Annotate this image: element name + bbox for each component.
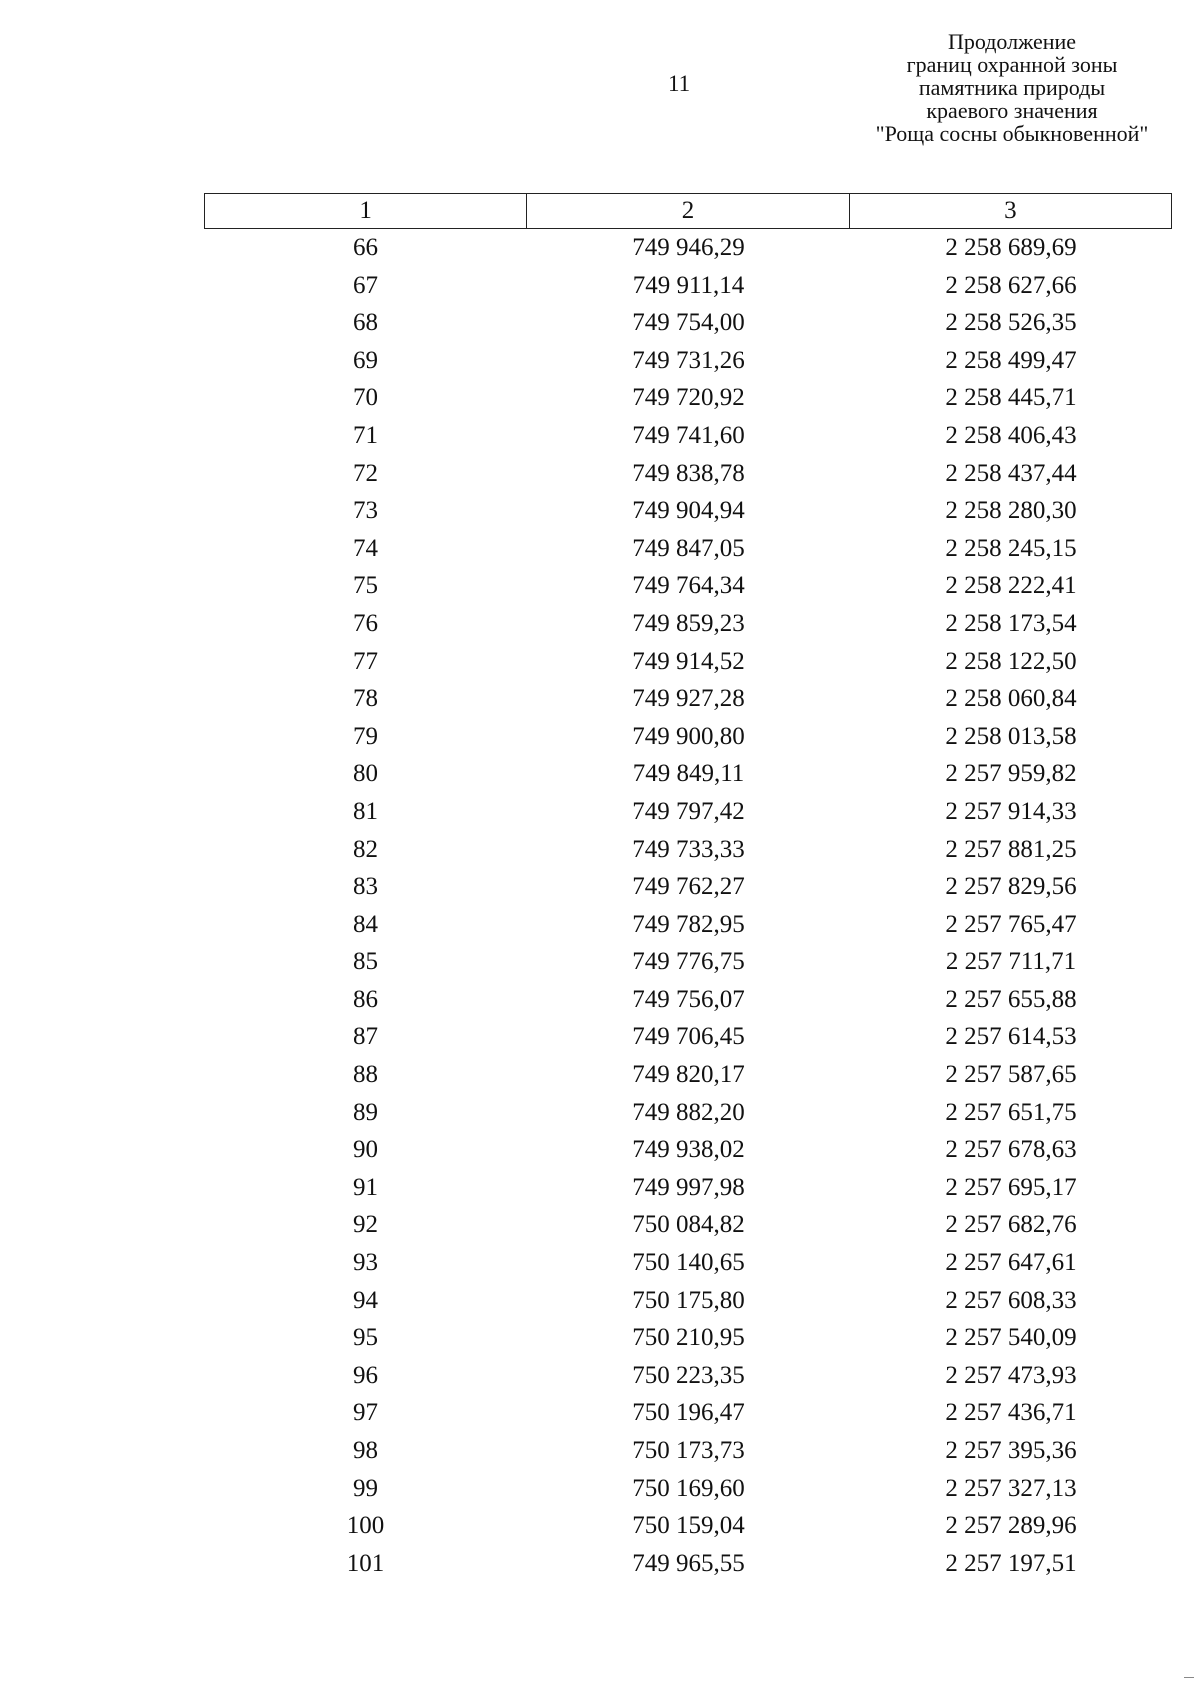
coordinate-y-cell: 2 257 540,09 (945, 1324, 1077, 1352)
point-number-cell: 80 (353, 760, 378, 788)
coordinate-y-cell: 2 257 614,53 (945, 1023, 1077, 1051)
table-row (204, 342, 1172, 380)
coordinate-y-cell: 2 257 829,56 (945, 873, 1077, 901)
table-row (204, 1432, 1172, 1470)
table-body (204, 229, 1172, 1582)
coordinate-y-cell: 2 257 395,36 (945, 1437, 1077, 1464)
coordinate-y-cell: 2 258 406,43 (945, 421, 1077, 449)
coordinate-x-cell: 750 210,95 (632, 1324, 745, 1352)
point-number-cell: 82 (353, 835, 378, 863)
table-row (204, 605, 1172, 643)
coordinate-x-cell: 750 140,65 (632, 1249, 745, 1277)
coordinate-y-cell: 2 257 647,61 (945, 1249, 1077, 1277)
coordinate-y-cell: 2 258 173,54 (945, 609, 1077, 637)
table-row (204, 868, 1172, 906)
table-row (204, 530, 1172, 568)
table-row (204, 755, 1172, 793)
point-number-cell: 90 (353, 1136, 378, 1164)
coordinate-x-cell: 749 776,75 (632, 948, 745, 976)
heading-line: границ охранной зоны (906, 52, 1118, 77)
page-number: 11 (668, 71, 691, 96)
coordinate-x-cell: 750 159,04 (632, 1512, 745, 1540)
table-row (204, 643, 1172, 681)
table-row (204, 680, 1172, 718)
table-row (204, 492, 1172, 530)
table-row (204, 455, 1172, 493)
point-number-cell: 77 (353, 647, 378, 675)
table-row (204, 1470, 1172, 1508)
coordinate-x-cell: 749 733,33 (632, 835, 745, 863)
coordinates-table (204, 193, 1172, 1582)
coordinate-x-cell: 750 173,73 (632, 1437, 745, 1464)
coordinate-x-cell: 749 838,78 (632, 459, 745, 487)
coordinate-y-cell: 2 257 197,51 (945, 1549, 1077, 1577)
coordinate-y-cell: 2 257 655,88 (945, 985, 1077, 1013)
coordinate-y-cell: 2 258 437,44 (945, 459, 1077, 487)
table-row (204, 229, 1172, 267)
coordinate-x-cell: 749 859,23 (632, 609, 745, 637)
coordinate-y-cell: 2 258 013,58 (945, 722, 1077, 750)
point-number-cell: 66 (353, 234, 378, 261)
coordinate-x-cell: 750 175,80 (632, 1286, 745, 1314)
table-row (204, 1507, 1172, 1545)
coordinate-x-cell: 749 754,00 (632, 309, 745, 337)
table-header-row (204, 193, 1172, 229)
coordinate-x-cell: 749 946,29 (632, 234, 745, 261)
table-row (204, 1545, 1172, 1583)
table-row (204, 1244, 1172, 1282)
coordinate-y-cell: 2 257 711,71 (945, 948, 1077, 976)
coordinate-y-cell: 2 258 060,84 (945, 685, 1077, 713)
coordinate-x-cell: 750 169,60 (632, 1474, 745, 1502)
coordinate-x-cell: 749 741,60 (632, 421, 745, 449)
table-row (204, 267, 1172, 305)
coordinate-x-cell: 749 756,07 (632, 985, 745, 1013)
point-number-cell: 67 (353, 271, 378, 299)
point-number-cell: 70 (353, 384, 378, 412)
point-number-cell: 84 (353, 910, 378, 938)
column-header-2: 2 (526, 194, 848, 228)
coordinate-y-cell: 2 258 627,66 (945, 271, 1077, 299)
coordinate-x-cell: 749 938,02 (632, 1136, 745, 1164)
table-row (204, 1357, 1172, 1395)
coordinate-x-cell: 750 196,47 (632, 1399, 745, 1427)
coordinate-x-cell: 749 965,55 (632, 1549, 745, 1577)
heading-line: Продолжение (947, 29, 1077, 54)
coordinate-y-cell: 2 257 881,25 (945, 835, 1077, 863)
coordinate-y-cell: 2 257 289,96 (945, 1512, 1077, 1540)
coordinate-y-cell: 2 258 499,47 (945, 346, 1077, 374)
coordinate-y-cell: 2 258 689,69 (945, 234, 1077, 261)
point-number-cell: 71 (353, 421, 378, 449)
point-number-cell: 75 (353, 572, 378, 600)
point-number-cell: 69 (353, 346, 378, 374)
point-number-cell: 79 (353, 722, 378, 750)
coordinate-x-cell: 749 782,95 (632, 910, 745, 938)
coordinate-x-cell: 749 914,52 (632, 647, 745, 675)
point-number-cell: 89 (353, 1098, 378, 1126)
coordinate-x-cell: 749 706,45 (632, 1023, 745, 1051)
coordinate-x-cell: 749 820,17 (632, 1061, 745, 1089)
point-number-cell: 96 (353, 1361, 378, 1389)
point-number-cell: 98 (353, 1437, 378, 1464)
coordinate-x-cell: 749 731,26 (632, 346, 745, 374)
table-row (204, 379, 1172, 417)
point-number-cell: 85 (353, 948, 378, 976)
column-header-1: 1 (359, 197, 372, 224)
coordinate-x-cell: 749 720,92 (632, 384, 745, 412)
coordinate-x-cell: 749 847,05 (632, 534, 745, 562)
coordinate-x-cell: 749 904,94 (632, 497, 745, 525)
table-row (204, 1206, 1172, 1244)
table-row (204, 1169, 1172, 1207)
coordinate-y-cell: 2 257 682,76 (945, 1211, 1077, 1239)
point-number-cell: 99 (353, 1474, 378, 1502)
coordinate-y-cell: 2 257 651,75 (945, 1098, 1077, 1126)
page-edge-mark (1184, 1677, 1194, 1678)
table-row (204, 1131, 1172, 1169)
coordinate-x-cell: 750 084,82 (632, 1211, 745, 1239)
point-number-cell: 68 (353, 309, 378, 337)
point-number-cell: 73 (353, 497, 378, 525)
coordinate-x-cell: 749 764,34 (632, 572, 745, 600)
coordinate-y-cell: 2 258 445,71 (945, 384, 1077, 412)
heading-line: краевого значения (926, 98, 1098, 123)
coordinate-x-cell: 750 223,35 (632, 1361, 745, 1389)
point-number-cell: 100 (346, 1512, 385, 1540)
point-number-cell: 93 (353, 1249, 378, 1277)
table-row (204, 981, 1172, 1019)
table-row (204, 1018, 1172, 1056)
table-row (204, 793, 1172, 831)
coordinate-y-cell: 2 257 473,93 (945, 1361, 1077, 1389)
point-number-cell: 92 (353, 1211, 378, 1239)
coordinate-x-cell: 749 882,20 (632, 1098, 745, 1126)
coordinate-x-cell: 749 849,11 (632, 760, 745, 788)
table-row (204, 567, 1172, 605)
point-number-cell: 83 (353, 873, 378, 901)
table-row (204, 1319, 1172, 1357)
table-row (204, 417, 1172, 455)
coordinate-x-cell: 749 797,42 (632, 797, 745, 825)
coordinate-y-cell: 2 258 122,50 (945, 647, 1077, 675)
point-number-cell: 81 (353, 797, 378, 825)
point-number-cell: 97 (353, 1399, 378, 1427)
table-row (204, 906, 1172, 944)
point-number-cell: 88 (353, 1061, 378, 1089)
document-heading (822, 30, 1200, 145)
coordinate-x-cell: 749 997,98 (632, 1173, 745, 1201)
table-row (204, 1094, 1172, 1132)
table-row (204, 1056, 1172, 1094)
table-row (204, 304, 1172, 342)
coordinate-y-cell: 2 258 280,30 (945, 497, 1077, 525)
coordinate-x-cell: 749 927,28 (632, 685, 745, 713)
coordinate-y-cell: 2 257 608,33 (945, 1286, 1077, 1314)
coordinate-x-cell: 749 762,27 (632, 873, 745, 901)
coordinate-y-cell: 2 258 526,35 (945, 309, 1077, 337)
heading-line: "Роща сосны обыкновенной" (875, 121, 1149, 146)
coordinate-y-cell: 2 258 245,15 (945, 534, 1077, 562)
point-number-cell: 101 (346, 1549, 385, 1577)
point-number-cell: 86 (353, 985, 378, 1013)
coordinate-y-cell: 2 257 695,17 (945, 1173, 1077, 1201)
table-row (204, 1282, 1172, 1320)
coordinate-y-cell: 2 257 327,13 (945, 1474, 1077, 1502)
point-number-cell: 87 (353, 1023, 378, 1051)
coordinate-y-cell: 2 258 222,41 (945, 572, 1077, 600)
coordinate-x-cell: 749 900,80 (632, 722, 745, 750)
point-number-cell: 74 (353, 534, 378, 562)
table-row (204, 943, 1172, 981)
table-row (204, 1394, 1172, 1432)
coordinate-y-cell: 2 257 959,82 (945, 760, 1077, 788)
heading-line: памятника природы (918, 75, 1106, 100)
point-number-cell: 94 (353, 1286, 378, 1314)
table-row (204, 831, 1172, 869)
coordinate-y-cell: 2 257 765,47 (945, 910, 1077, 938)
point-number-cell: 72 (353, 459, 378, 487)
point-number-cell: 76 (353, 609, 378, 637)
coordinate-y-cell: 2 257 914,33 (945, 797, 1077, 825)
column-header-3: 3 (849, 194, 1171, 228)
point-number-cell: 91 (353, 1173, 378, 1201)
coordinate-x-cell: 749 911,14 (632, 271, 745, 299)
point-number-cell: 78 (353, 685, 378, 713)
point-number-cell: 95 (353, 1324, 378, 1352)
coordinate-y-cell: 2 257 436,71 (945, 1399, 1077, 1427)
table-row (204, 718, 1172, 756)
coordinate-y-cell: 2 257 678,63 (945, 1136, 1077, 1164)
coordinate-y-cell: 2 257 587,65 (945, 1061, 1077, 1089)
